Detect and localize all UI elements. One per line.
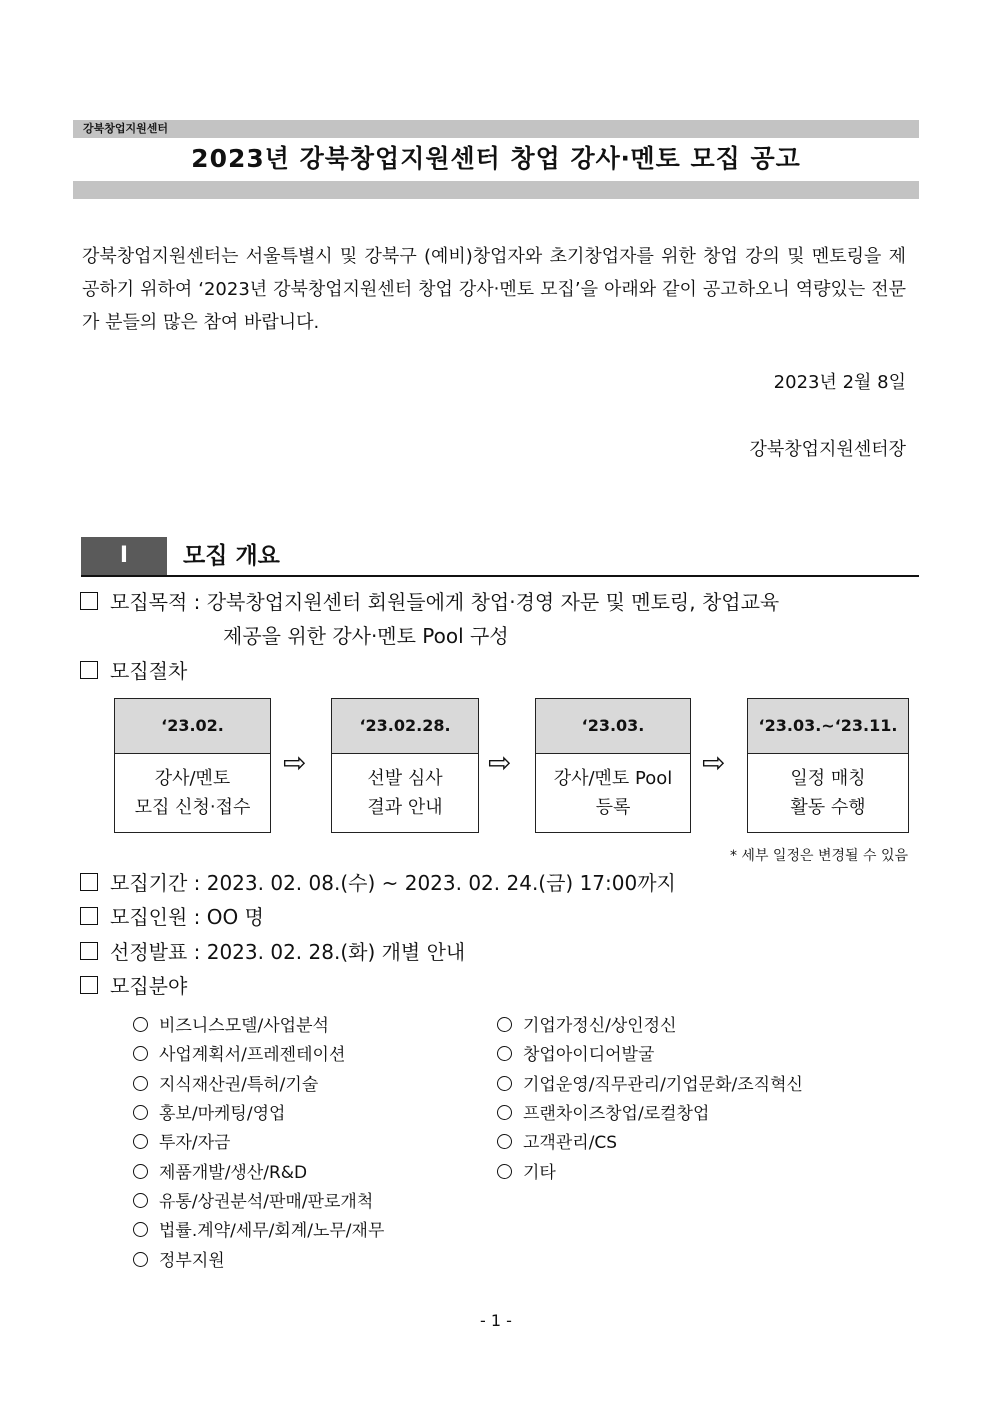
- header-org-label: 강북창업지원센터: [73, 120, 919, 138]
- field-list-item: [497, 1131, 617, 1155]
- fields-label: 모집분야: [110, 974, 188, 998]
- step-line2: 결과 안내: [367, 797, 443, 818]
- field-label: 홍보/마케팅/영업: [159, 1104, 286, 1124]
- field-list-item: [133, 1190, 373, 1214]
- field-list-item: [133, 1014, 329, 1038]
- field-label: 고객관리/CS: [523, 1133, 618, 1153]
- field-list-item: [497, 1161, 556, 1185]
- circle-bullet-icon: [133, 1046, 148, 1061]
- field-list-item: [497, 1043, 654, 1067]
- checkbox-square-icon: [80, 592, 98, 610]
- signer: 강북창업지원센터장: [749, 439, 906, 460]
- title-underbar: [73, 181, 919, 199]
- field-list-item: [133, 1043, 345, 1067]
- circle-bullet-icon: [133, 1193, 148, 1208]
- procedure-step-2: [331, 698, 479, 833]
- purpose-line1: 모집목적 : 강북창업지원센터 회원들에게 창업‧경영 자문 및 멘토링, 창업교육: [110, 590, 780, 614]
- period-text: 모집기간 : 2023. 02. 08.(수) ~ 2023. 02. 24.(금) 17:00까지: [110, 871, 676, 895]
- circle-bullet-icon: [133, 1076, 148, 1091]
- circle-bullet-icon: [497, 1164, 512, 1179]
- procedure-step-4: [747, 698, 909, 833]
- field-label: 기타: [523, 1163, 556, 1183]
- checkbox-square-icon: [80, 907, 98, 925]
- checkbox-square-icon: [80, 661, 98, 679]
- circle-bullet-icon: [133, 1105, 148, 1120]
- step-line2: 등록: [595, 797, 631, 818]
- field-list-item: [133, 1161, 307, 1185]
- field-list-item: [497, 1073, 803, 1097]
- step-date: ‘23.03.~‘23.11.: [748, 699, 908, 754]
- step-date: ‘23.03.: [536, 699, 690, 754]
- arrow-right-icon: ⇨: [702, 746, 726, 779]
- field-label: 창업아이디어발굴: [523, 1045, 655, 1065]
- field-list-item: [133, 1131, 230, 1155]
- circle-bullet-icon: [133, 1164, 148, 1179]
- field-list-item: [497, 1014, 677, 1038]
- section-title: 모집 개요: [183, 543, 280, 569]
- circle-bullet-icon: [497, 1076, 512, 1091]
- document-title: 2023년 강북창업지원센터 창업 강사‧멘토 모집 공고: [191, 144, 801, 173]
- checkbox-square-icon: [80, 976, 98, 994]
- checkbox-square-icon: [80, 942, 98, 960]
- field-label: 정부지원: [159, 1251, 225, 1271]
- arrow-right-icon: ⇨: [283, 746, 307, 779]
- fields-item: [80, 972, 187, 1000]
- field-label: 제품개발/생산/R&D: [159, 1163, 308, 1183]
- field-list-item: [133, 1219, 384, 1243]
- field-label: 법률.계약/세무/회계/노무/재무: [159, 1221, 385, 1241]
- step-line1: 강사/멘토 Pool: [553, 768, 673, 789]
- field-label: 기업운영/직무관리/기업문화/조직혁신: [523, 1075, 803, 1095]
- step-line1: 선발 심사: [367, 768, 443, 789]
- procedure-step-3: [535, 698, 691, 833]
- field-label: 유통/상권분석/판매/판로개척: [159, 1192, 374, 1212]
- field-label: 지식재산권/특허/기술: [159, 1075, 319, 1095]
- step-line2: 활동 수행: [790, 797, 866, 818]
- circle-bullet-icon: [133, 1252, 148, 1267]
- step-line1: 일정 매칭: [790, 768, 866, 789]
- section-rule: [81, 575, 919, 577]
- field-label: 기업가정신/상인정신: [523, 1016, 677, 1036]
- circle-bullet-icon: [133, 1134, 148, 1149]
- circle-bullet-icon: [497, 1134, 512, 1149]
- procedure-label: 모집절차: [110, 659, 188, 683]
- step-line2: 모집 신청‧접수: [134, 797, 251, 818]
- announcement-item: [80, 938, 465, 966]
- field-list-item: [133, 1073, 318, 1097]
- field-label: 비즈니스모델/사업분석: [159, 1016, 329, 1036]
- purpose-line2: 제공을 위한 강사‧멘토 Pool 구성: [223, 624, 509, 648]
- step-date: ‘23.02.28.: [332, 699, 478, 754]
- procedure-item: [80, 657, 187, 685]
- schedule-note: * 세부 일정은 변경될 수 있음: [729, 848, 908, 864]
- announcement-date: 2023년 2월 8일: [773, 372, 906, 393]
- page-number: - 1 -: [480, 1311, 512, 1330]
- field-label: 프랜차이즈창업/로컬창업: [523, 1104, 710, 1124]
- announcement-text: 선정발표 : 2023. 02. 28.(화) 개별 안내: [110, 940, 466, 964]
- circle-bullet-icon: [497, 1017, 512, 1032]
- intro-paragraph: 강북창업지원센터는 서울특별시 및 강북구 (예비)창업자와 초기창업자를 위한 창업 강의 및 멘토링을 제공하기 위하여 ‘2023년 강북창업지원센터 창업 강사‧멘토 모집’을 아래와 같이 공고하오니 역량있는 전문가 분들의 많은 참여 바랍니다.: [82, 246, 906, 333]
- procedure-step-1: [114, 698, 271, 833]
- field-label: 투자/자금: [159, 1133, 231, 1153]
- arrow-right-icon: ⇨: [488, 746, 512, 779]
- section-number: Ⅰ: [81, 537, 167, 575]
- circle-bullet-icon: [133, 1017, 148, 1032]
- circle-bullet-icon: [133, 1222, 148, 1237]
- purpose-item: [80, 588, 779, 616]
- circle-bullet-icon: [497, 1105, 512, 1120]
- step-date: ‘23.02.: [115, 699, 270, 754]
- field-label: 사업계획서/프레젠테이션: [159, 1045, 346, 1065]
- field-list-item: [133, 1102, 285, 1126]
- field-list-item: [497, 1102, 709, 1126]
- step-line1: 강사/멘토: [154, 768, 231, 789]
- circle-bullet-icon: [497, 1046, 512, 1061]
- headcount-text: 모집인원 : OO 명: [110, 905, 264, 929]
- field-list-item: [133, 1249, 225, 1273]
- headcount-item: [80, 903, 264, 931]
- checkbox-square-icon: [80, 873, 98, 891]
- period-item: [80, 869, 676, 897]
